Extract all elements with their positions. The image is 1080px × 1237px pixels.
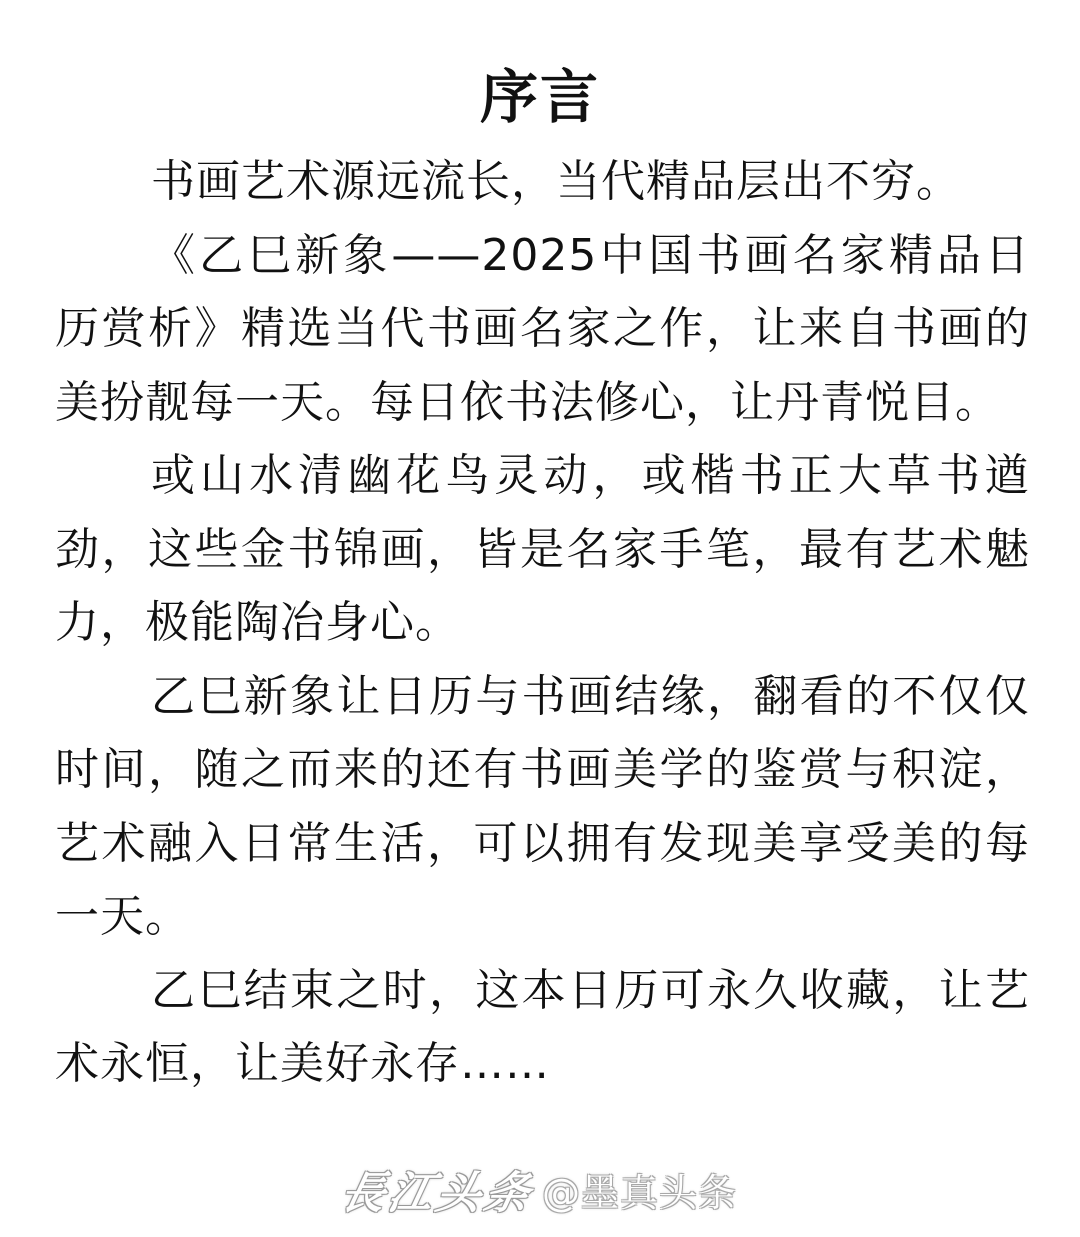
watermark-logo: 長江头条 [335,1168,539,1219]
page-title: 序言 [479,63,600,131]
paragraph-2: 《乙巳新象——2025中国书画名家精品日历赏析》精选当代书画名家之作，让来自书画的美扮靓每一天。每日依书法修心，让丹青悦目。 [55,229,1030,428]
paragraph-5: 乙巳结束之时，这本日历可永久收藏，让艺术永恒，让美好永存…… [55,964,1030,1089]
preface-body [55,145,1030,1101]
paragraph-3: 或山水清幽花鸟灵动，或楷书正大草书遒劲，这些金书锦画，皆是名家手笔，最有艺术魅力，极能陶冶身心。 [55,450,1030,648]
paragraph-4: 乙巳新象让日历与书画结缘，翻看的不仅仅时间，随之而来的还有书画美学的鉴赏与积淀，艺术融入日常生活，可以拥有发现美享受美的每一天。 [55,670,1030,942]
paragraph-1: 书画艺术源远流长，当代精品层出不穷。 [151,156,961,207]
watermark [335,1158,738,1220]
watermark-handle: @墨真头条 [542,1170,738,1215]
